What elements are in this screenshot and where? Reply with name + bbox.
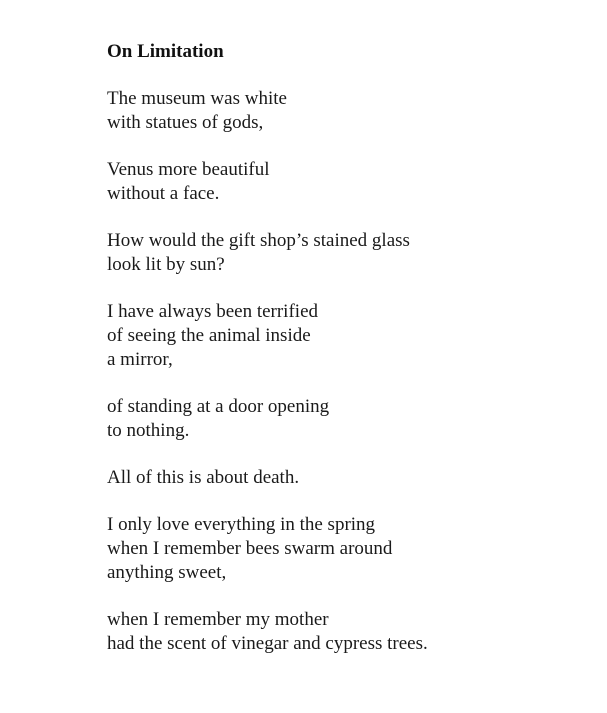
poem-page	[107, 40, 587, 679]
stanza	[107, 87, 587, 135]
poem-line: The museum was white	[107, 88, 287, 109]
poem-title: On Limitation	[107, 41, 224, 62]
poem-line: look lit by sun?	[107, 254, 225, 275]
poem-line: a mirror,	[107, 349, 173, 370]
stanza	[107, 466, 587, 490]
poem-line: I have always been terrified	[107, 301, 319, 322]
stanza	[107, 158, 587, 206]
stanza	[107, 395, 587, 443]
stanza	[107, 300, 587, 372]
poem-line: when I remember bees swarm around	[107, 538, 393, 559]
stanza	[107, 608, 587, 656]
poem-line: when I remember my mother	[107, 609, 329, 630]
stanza	[107, 229, 587, 277]
poem-line: Venus more beautiful	[107, 159, 270, 180]
poem-line: with statues of gods,	[107, 112, 264, 133]
poem-line: I only love everything in the spring	[107, 514, 376, 535]
poem-line: without a face.	[107, 183, 220, 204]
poem-line: to nothing.	[107, 420, 190, 441]
poem-line: of seeing the animal inside	[107, 325, 311, 346]
poem-line: All of this is about death.	[107, 467, 300, 488]
stanza	[107, 513, 587, 585]
poem-line: How would the gift shop’s stained glass	[107, 230, 410, 251]
poem-line: anything sweet,	[107, 562, 227, 583]
poem-line: of standing at a door opening	[107, 396, 330, 417]
poem-line: had the scent of vinegar and cypress trees.	[107, 633, 428, 654]
